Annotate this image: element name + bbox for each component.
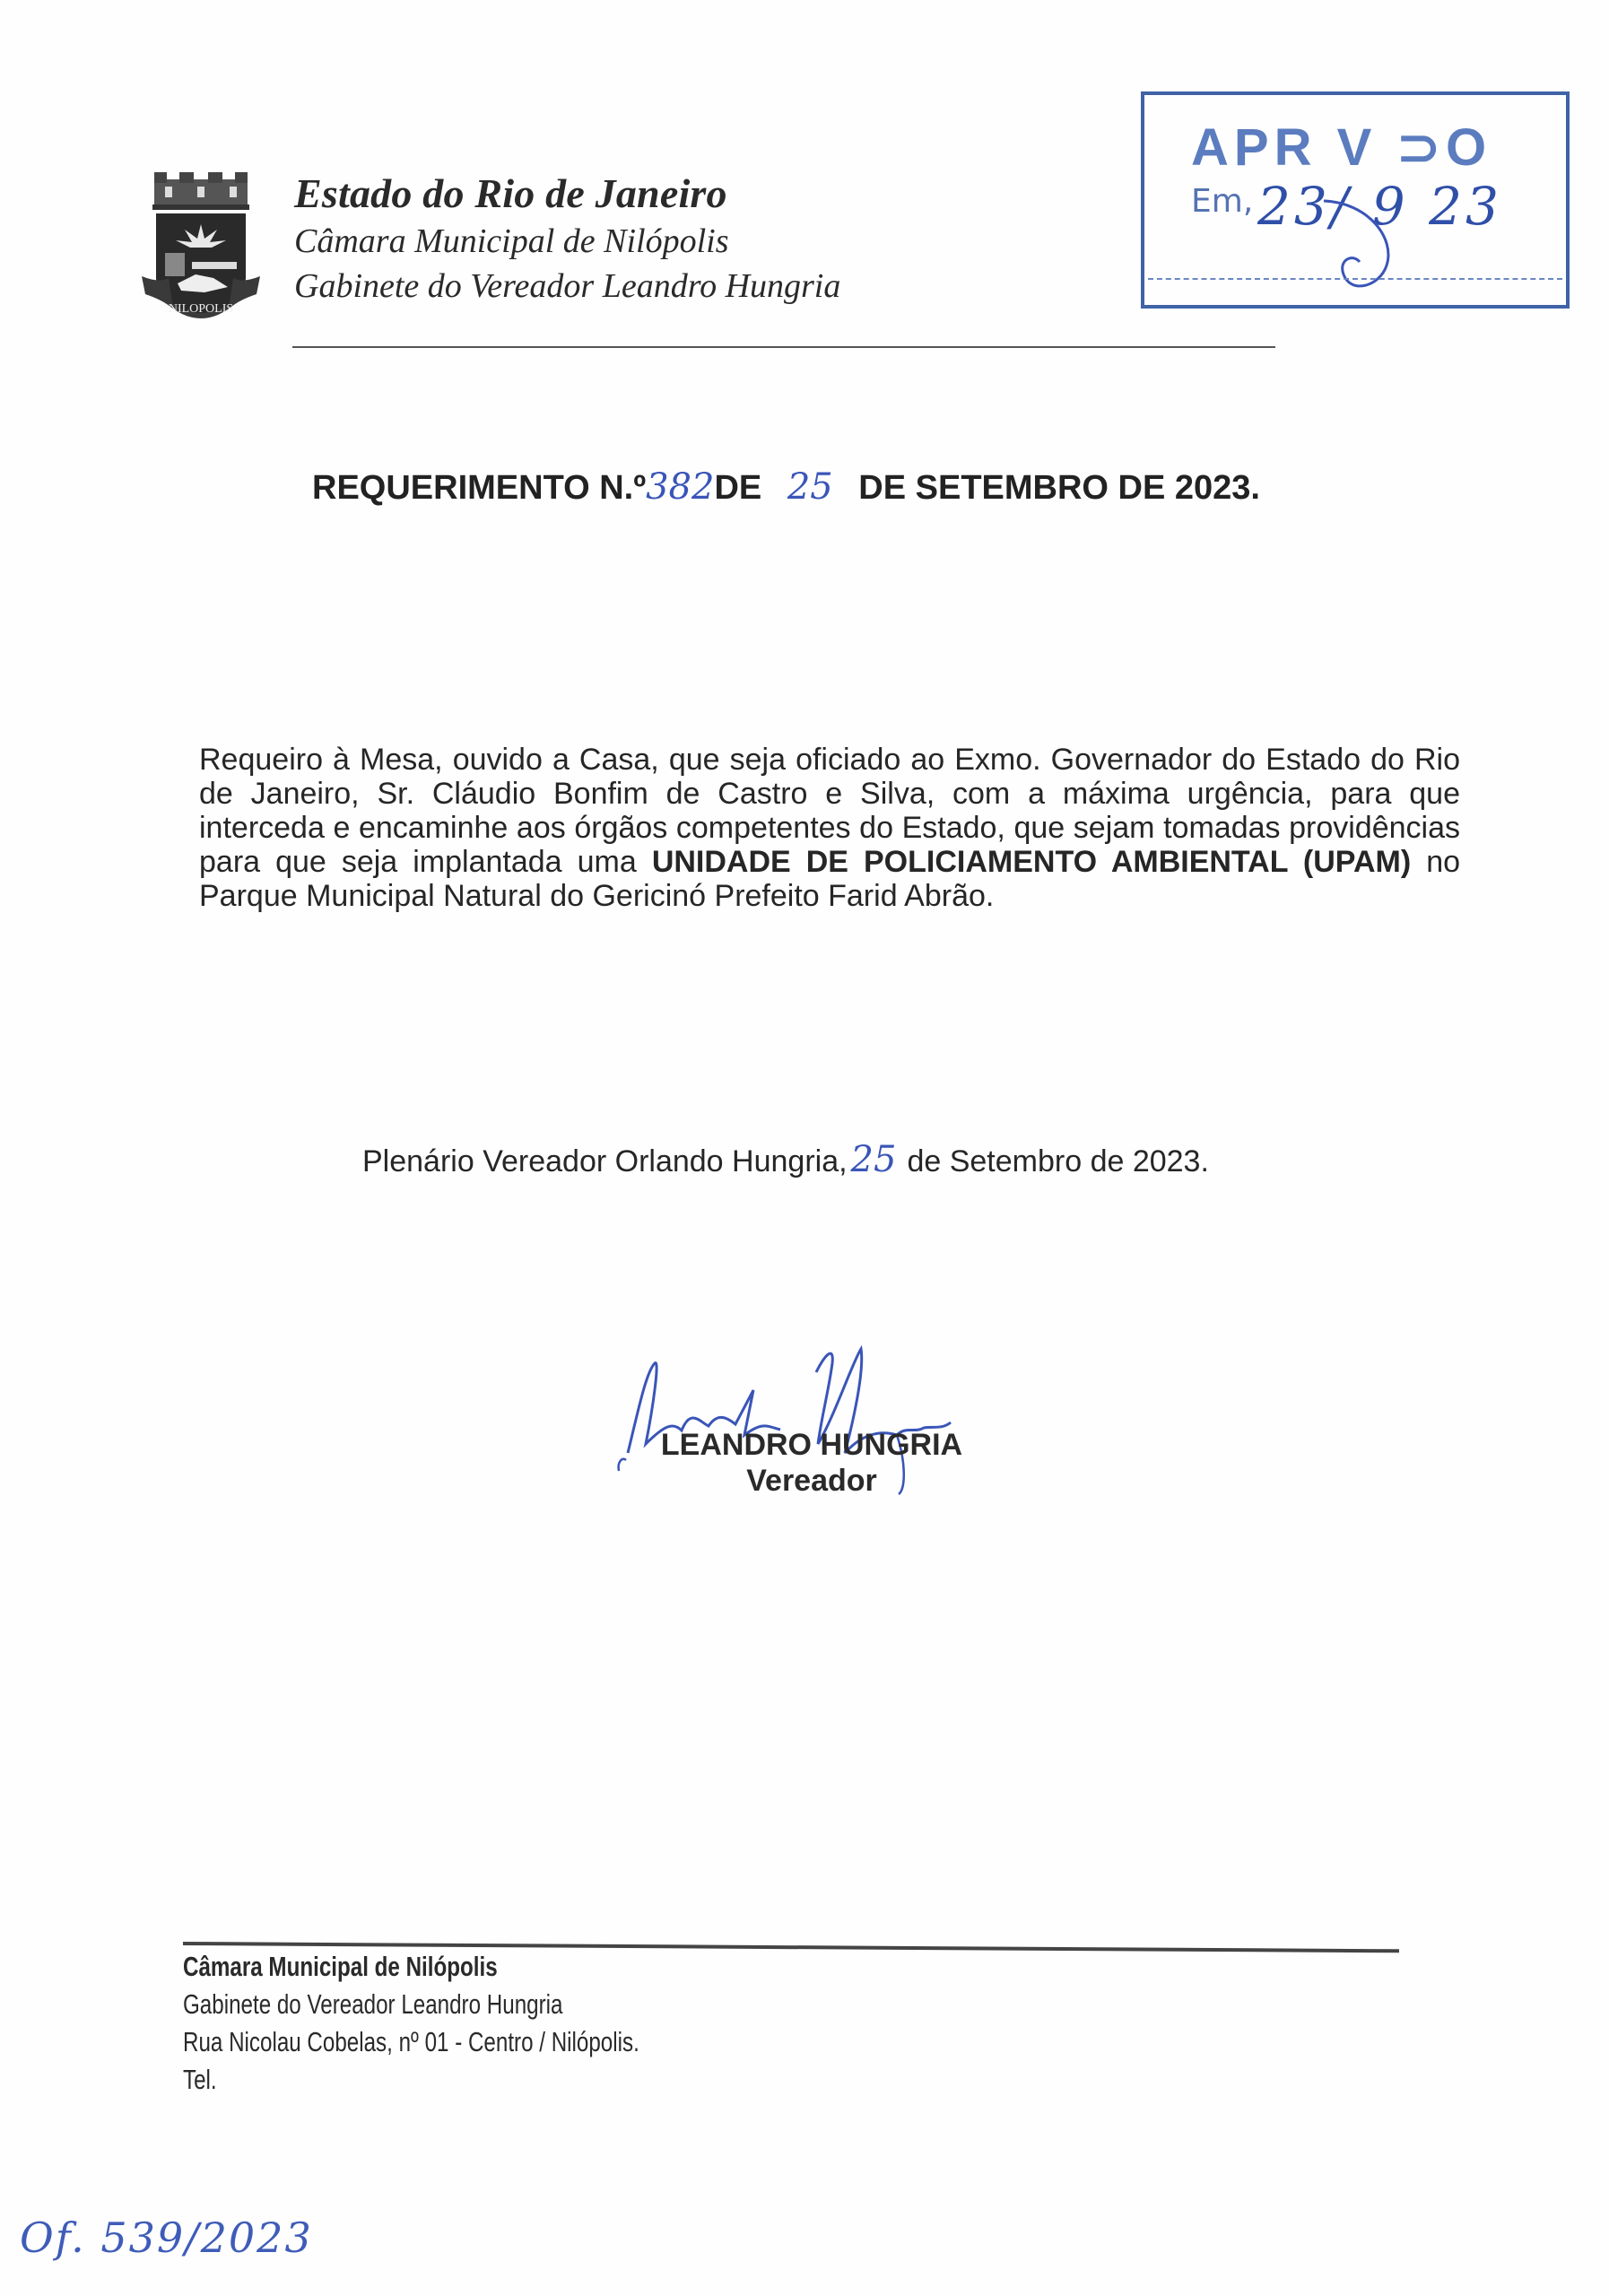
- title-day-handwritten: 25: [787, 466, 833, 508]
- stamp-initial-scribble: [1144, 95, 1566, 305]
- title-number-handwritten: 382: [646, 466, 715, 508]
- approval-stamp: [1141, 91, 1570, 309]
- signatory-role: Vereador: [746, 1464, 877, 1498]
- letterhead-state: Estado do Rio de Janeiro: [294, 170, 727, 216]
- footer-address: [183, 1948, 639, 2099]
- footer-line-tel: Tel.: [183, 2064, 217, 2095]
- letterhead-chamber: Câmara Municipal de Nilópolis: [294, 222, 729, 260]
- body-text-bold: UNIDADE DE POLICIAMENTO AMBIENTAL (UPAM): [651, 845, 1412, 879]
- stamp-divider: [1148, 278, 1562, 280]
- letterhead-office: Gabinete do Vereador Leandro Hungria: [294, 267, 841, 305]
- stamp-date-handwritten: 23/ 9 23: [1257, 176, 1502, 237]
- closing-prefix: Plenário Vereador Orlando Hungria,: [362, 1144, 848, 1178]
- body-text-before: Requeiro à Mesa, ouvido a Casa, que seja oficiado ao Exmo. Governador do Estado do Rio de Janeiro, Sr. Cláudio Bonfim de Castro e Silva, com a máxima urgência, para que interceda e encaminhe aos órgãos competentes do Estado, que sejam tomadas providências para que seja implantada uma: [199, 743, 1460, 879]
- closing-line: [362, 1139, 1209, 1180]
- title-suffix: DE SETEMBRO DE 2023.: [858, 469, 1260, 507]
- stamp-em-label: Em,: [1191, 183, 1254, 220]
- body-text-after: no Parque Municipal Natural do Gericinó Prefeito Farid Abrão.: [199, 845, 1461, 913]
- footer-line-address: Rua Nicolau Cobelas, nº 01 - Centro / Nilópolis.: [183, 2026, 639, 2057]
- signatory-name: LEANDRO HUNGRIA: [660, 1428, 963, 1462]
- header-divider: [292, 346, 1275, 348]
- document-title: [312, 466, 1260, 508]
- crest-ribbon-text: NILOPOLIS: [168, 302, 234, 316]
- closing-day-handwritten: 25: [850, 1139, 897, 1180]
- footer-line-chamber: Câmara Municipal de Nilópolis: [183, 1951, 498, 1982]
- handwritten-office-number: Of. 539/2023: [20, 2213, 313, 2262]
- municipal-crest-logo: [142, 172, 260, 325]
- closing-suffix: de Setembro de 2023.: [907, 1144, 1209, 1178]
- letterhead: [294, 169, 840, 309]
- title-prefix: REQUERIMENTO N.º: [312, 469, 647, 507]
- footer-line-office: Gabinete do Vereador Leandro Hungria: [183, 1988, 563, 2020]
- stamp-title: APR V ⊃O: [1191, 118, 1492, 177]
- title-de: DE: [714, 469, 762, 507]
- request-body: [199, 743, 1460, 913]
